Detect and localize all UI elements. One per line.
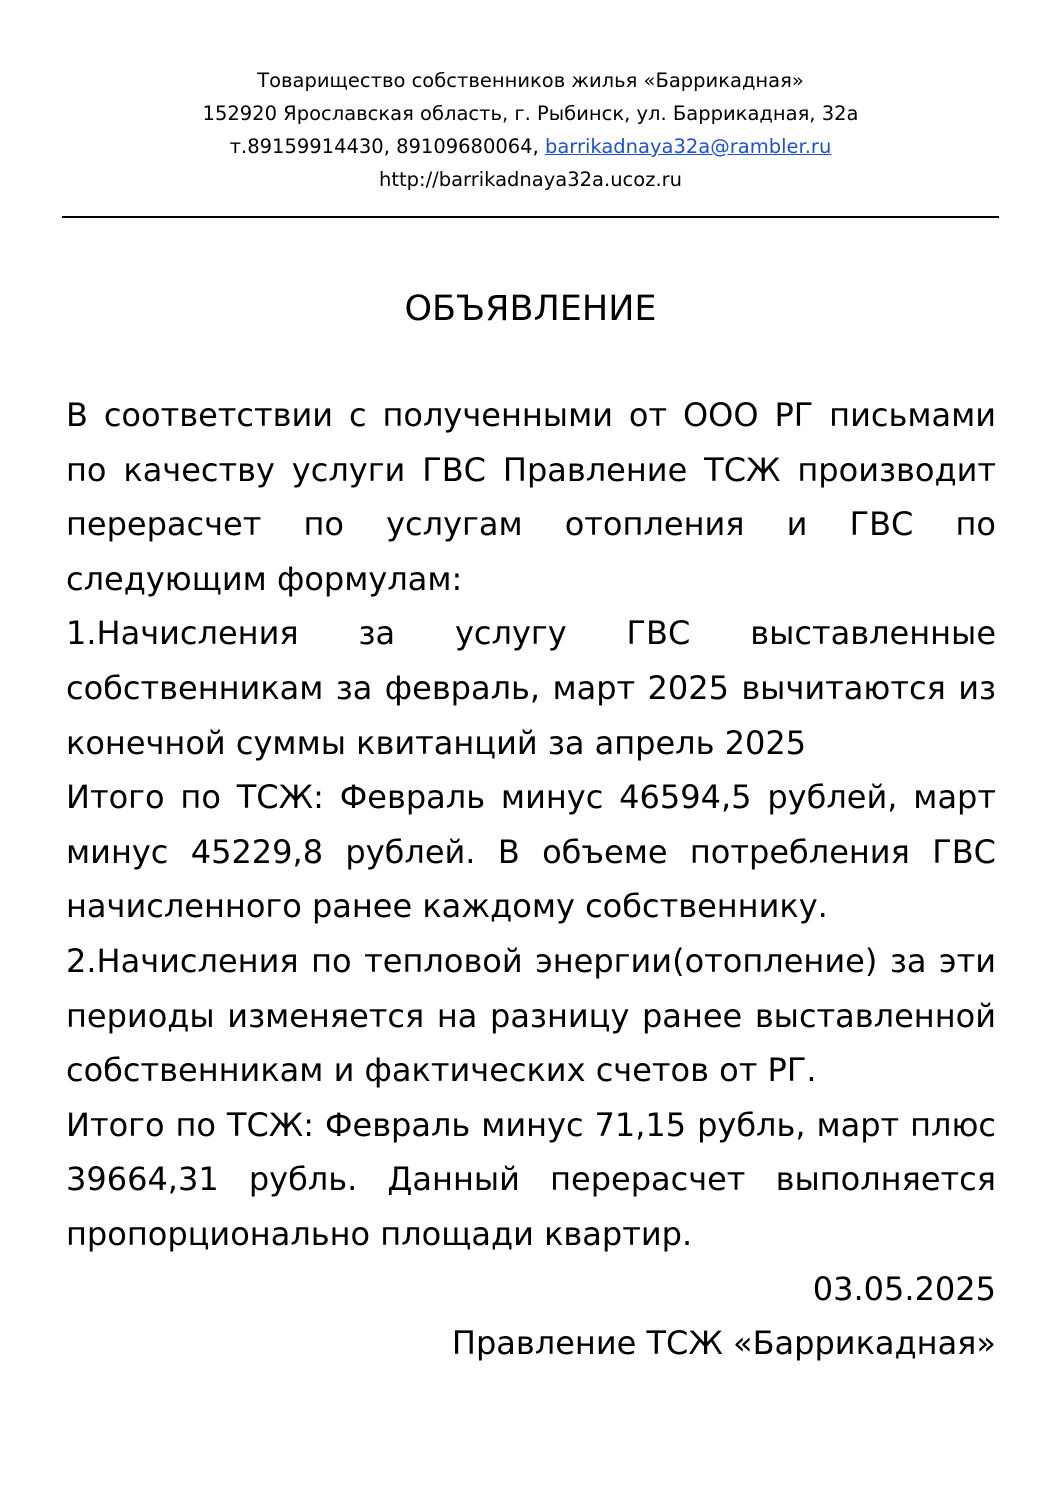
org-contacts	[0, 130, 1061, 163]
org-address: 152920 Ярославская область, г. Рыбинск, ул. Баррикадная, 32а	[202, 102, 859, 125]
item-1-paragraph: 1.Начисления за услугу ГВС выставленные собственникам за февраль, март 2025 вычитаются из конечной суммы квитанций за апрель 2025	[66, 614, 996, 762]
org-email-link[interactable]: barrikadnaya32a@rambler.ru	[544, 135, 832, 158]
intro-paragraph: В соответствии с полученными от ООО РГ письмами по качеству услуги ГВС Правление ТСЖ производит перерасчет по услугам отопления и ГВС по следующим формулам:	[66, 396, 996, 598]
announcement-body	[66, 388, 996, 1371]
item-2-paragraph: 2.Начисления по тепловой энергии(отопление) за эти периоды изменяется на разницу ранее выставленной собственникам и фактических счетов от РГ.	[66, 941, 996, 1090]
org-website: http://barrikadnaya32a.ucoz.ru	[378, 168, 683, 191]
announcement-date: 03.05.2025	[812, 1269, 996, 1308]
header-divider	[62, 216, 999, 218]
total-2-paragraph: Итого по ТСЖ: Февраль минус 71,15 рубль, март плюс 39664,31 рубль. Данный перерасчет выполняется пропорционально площади квартир.	[66, 1105, 996, 1253]
letterhead	[0, 64, 1061, 196]
org-name: Товарищество собственников жилья «Баррикадная»	[257, 69, 804, 92]
announcement-title: ОБЪЯВЛЕНИЕ	[404, 289, 657, 329]
org-phones: т.89159914430, 89109680064,	[229, 135, 545, 158]
announcement-signature: Правление ТСЖ «Баррикадная»	[451, 1324, 996, 1363]
total-1-paragraph: Итого по ТСЖ: Февраль минус 46594,5 рублей, март минус 45229,8 рублей. В объеме потребления ГВС начисленного ранее каждому собственнику.	[66, 778, 996, 926]
